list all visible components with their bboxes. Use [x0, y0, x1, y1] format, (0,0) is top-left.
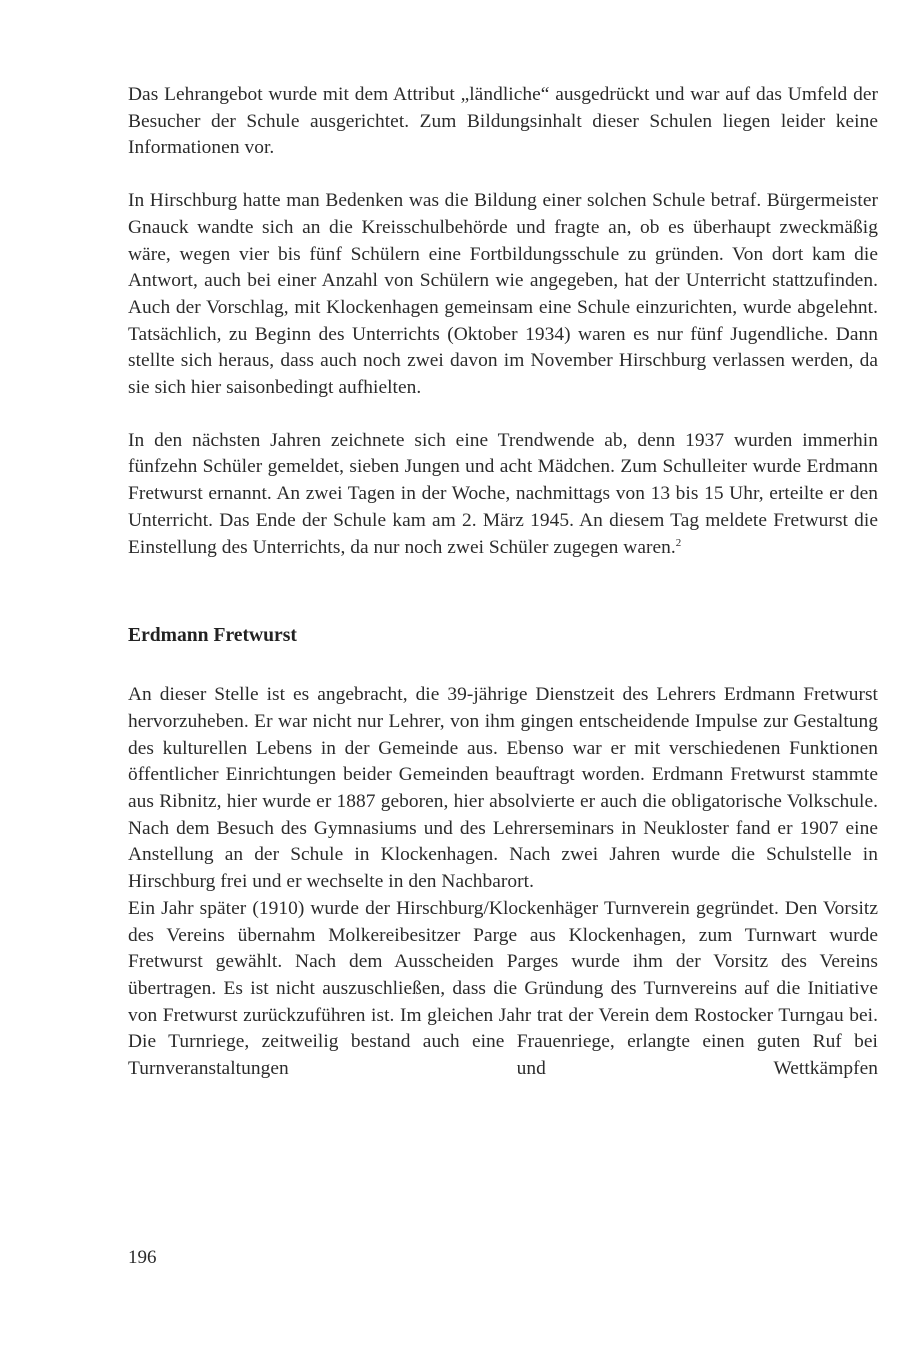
page-body — [128, 82, 878, 1083]
paragraph-hirschburg-concerns: In Hirschburg hatte man Bedenken was die Bildung einer solchen Schule betraf. Bürgermeister Gnauck wandte sich an die Kreisschulbehörde und fragte an, ob es überhaupt zweckmäßig wäre, wegen vier bis fünf Schülern eine Fortbildungsschule zu gründen. Von dort kam die Antwort, auch bei einer Anzahl von Schülern wie angegeben, hat der Unterricht stattzufinden. Auch der Vorschlag, mit Klockenhagen gemeinsam eine Schule einzurichten, wurde abgelehnt. Tatsächlich, zu Beginn des Unterrichts (Oktober 1934) waren es nur fünf Jugendliche. Dann stellte sich heraus, dass auch noch zwei davon im November Hirschburg verlassen werden, da sie sich hier saisonbedingt aufhielten. — [128, 190, 878, 399]
paragraph-trend-reversal — [128, 428, 878, 562]
footnote-marker: 2 — [675, 536, 682, 549]
paragraph-gymnastics-club: Ein Jahr später (1910) wurde der Hirschburg/Klockenhäger Turnverein gegründet. Den Vorsitz des Vereins übernahm Molkereibesitzer Parge aus Klockenhagen, zum Turnwart wurde Fretwurst gewählt. Nach dem Ausscheiden Parges wurde ihm der Vorsitz des Vereins übertragen. Es ist nicht auszuschließen, dass die Gründung des Turnvereins auf die Initiative von Fretwurst zurückzuführen ist. Im gleichen Jahr trat der Verein dem Rostocker Turngau bei. Die Turnriege, zeitweilig bestand auch eine Frauenriege, erlangte einen guten Ruf bei Turnveranstaltungen und Wettkämpfen — [128, 897, 878, 1080]
page-number: 196 — [128, 1247, 157, 1268]
section-heading: Erdmann Fretwurst — [128, 625, 297, 647]
paragraph-trend-reversal-text: In den nächsten Jahren zeichnete sich eine Trendwende ab, denn 1937 wurden immerhin fünfzehn Schüler gemeldet, sieben Jungen und acht Mädchen. Zum Schulleiter wurde Erdmann Fretwurst ernannt. An zwei Tagen in der Woche, nachmittags von 13 bis 15 Uhr, erteilte er den Unterricht. Das Ende der Schule kam am 2. März 1945. An diesem Tag meldete Fretwurst die Einstellung des Unterrichts, da nur noch zwei Schüler zugegen waren. — [128, 429, 878, 558]
paragraph-curriculum: Das Lehrangebot wurde mit dem Attribut „ländliche“ ausgedrückt und war auf das Umfeld der Besucher der Schule ausgerichtet. Zum Bildungsinhalt dieser Schulen liegen leider keine Informationen vor. — [128, 84, 878, 159]
paragraph-fretwurst-career: An dieser Stelle ist es angebracht, die 39-jährige Dienstzeit des Lehrers Erdmann Fretwurst hervorzuheben. Er war nicht nur Lehrer, von ihm gingen entscheidende Impulse zur Gestaltung des kulturellen Lebens in der Gemeinde aus. Ebenso war er mit verschiedenen Funktionen öffentlicher Einrichtungen beider Gemeinden beauftragt worden. Erdmann Fretwurst stammte aus Ribnitz, hier wurde er 1887 geboren, hier absolvierte er auch die obligatorische Volkschule. Nach dem Besuch des Gymnasiums und des Lehrerseminars in Neukloster fand er 1907 eine Anstellung an der Schule in Klockenhagen. Nach zwei Jahren wurde die Schulstelle in Hirschburg frei und er wechselte in den Nachbarort. — [128, 684, 878, 893]
